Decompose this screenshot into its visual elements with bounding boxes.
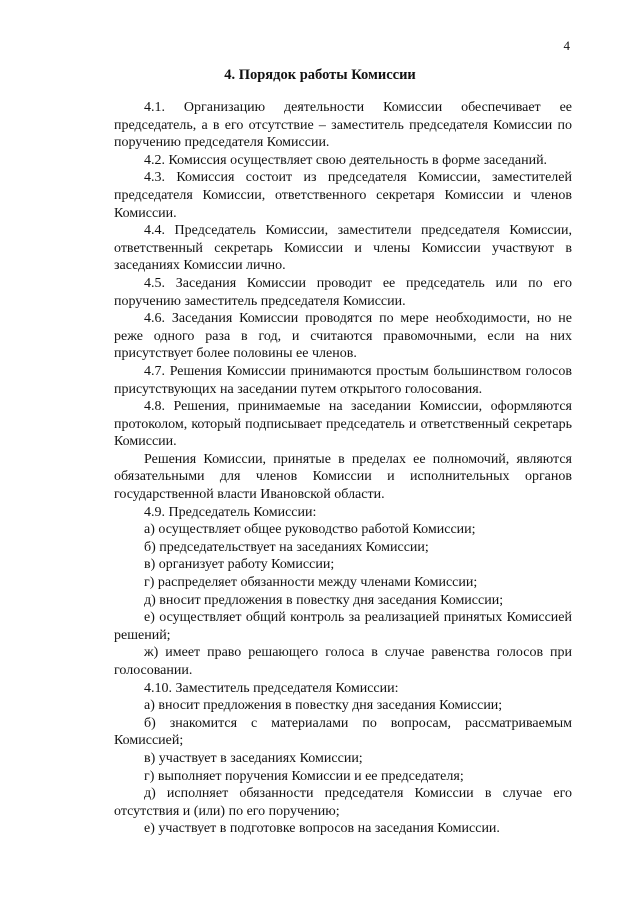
- paragraph-4-7: 4.7. Решения Комиссии принимаются простым большинством голосов присутствующих на заседании путем открытого голосования.: [114, 363, 572, 397]
- paragraph-4-9: 4.9. Председатель Комиссии:: [144, 504, 317, 520]
- list-item-4-10-a: а) вносит предложения в повестку дня заседания Комиссии;: [144, 698, 503, 714]
- list-item-4-10-d: д) исполняет обязанности председателя Комиссии в случае его отсутствия и (или) по его поручению;: [114, 786, 572, 819]
- list-item-4-9-a: а) осуществляет общее руководство работой Комиссии;: [144, 522, 476, 538]
- paragraph-4-6: 4.6. Заседания Комиссии проводятся по мере необходимости, но не реже одного раза в год, и считаются правомочными, если на них присутствует более половины ее членов.: [114, 311, 572, 362]
- list-item-4-10-b: б) знакомится с материалами по вопросам, рассматриваемым Комиссией;: [114, 715, 572, 749]
- list-item-4-10-v: в) участвует в заседаниях Комиссии;: [144, 750, 363, 766]
- list-item-4-9-e: е) осуществляет общий контроль за реализацией принятых Комиссией решений;: [114, 610, 572, 643]
- list-item-4-9-g: г) распределяет обязанности между членами Комиссии;: [144, 575, 478, 591]
- paragraph-4-10: 4.10. Заместитель председателя Комиссии:: [144, 680, 399, 696]
- list-item-4-9-v: в) организует работу Комиссии;: [144, 557, 335, 573]
- list-item-4-9-d: д) вносит предложения в повестку дня заседания Комиссии;: [144, 592, 504, 608]
- paragraph-4-2: 4.2. Комиссия осуществляет свою деятельность в форме заседаний.: [144, 152, 548, 168]
- page-number: 4: [563, 38, 570, 53]
- document-body: [114, 99, 572, 838]
- list-item-4-9-b: б) председательствует на заседаниях Комиссии;: [144, 539, 429, 555]
- list-item-4-10-g: г) выполняет поручения Комиссии и ее председателя;: [144, 768, 464, 784]
- paragraph-4-3: 4.3. Комиссия состоит из председателя Комиссии, заместителей председателя Комиссии, ответственного секретаря Комиссии и членов Комиссии.: [114, 170, 572, 221]
- paragraph-4-8: 4.8. Решения, принимаемые на заседании Комиссии, оформляются протоколом, который подписывает председатель и ответственный секретарь Комиссии.: [114, 399, 572, 450]
- section-title: 4. Порядок работы Комиссии: [224, 67, 416, 83]
- paragraph-4-1: 4.1. Организацию деятельности Комиссии обеспечивает ее председатель, а в его отсутствие – заместитель председателя Комиссии по поручению председателя Комиссии.: [114, 100, 572, 151]
- paragraph-4-4: 4.4. Председатель Комиссии, заместители председателя Комиссии, ответственный секретарь Комиссии и члены Комиссии участвуют в заседаниях Комиссии лично.: [114, 223, 572, 274]
- list-item-4-9-zh: ж) имеет право решающего голоса в случае равенства голосов при голосовании.: [114, 645, 572, 678]
- paragraph-4-5: 4.5. Заседания Комиссии проводит ее председатель или по его поручению заместитель председателя Комиссии.: [114, 275, 572, 309]
- paragraph-4-8-decisions: Решения Комиссии, принятые в пределах ее полномочий, являются обязательными для членов Комиссии и исполнительных органов государственной власти Ивановской области.: [114, 451, 572, 503]
- list-item-4-10-e: е) участвует в подготовке вопросов на заседания Комиссии.: [144, 821, 500, 837]
